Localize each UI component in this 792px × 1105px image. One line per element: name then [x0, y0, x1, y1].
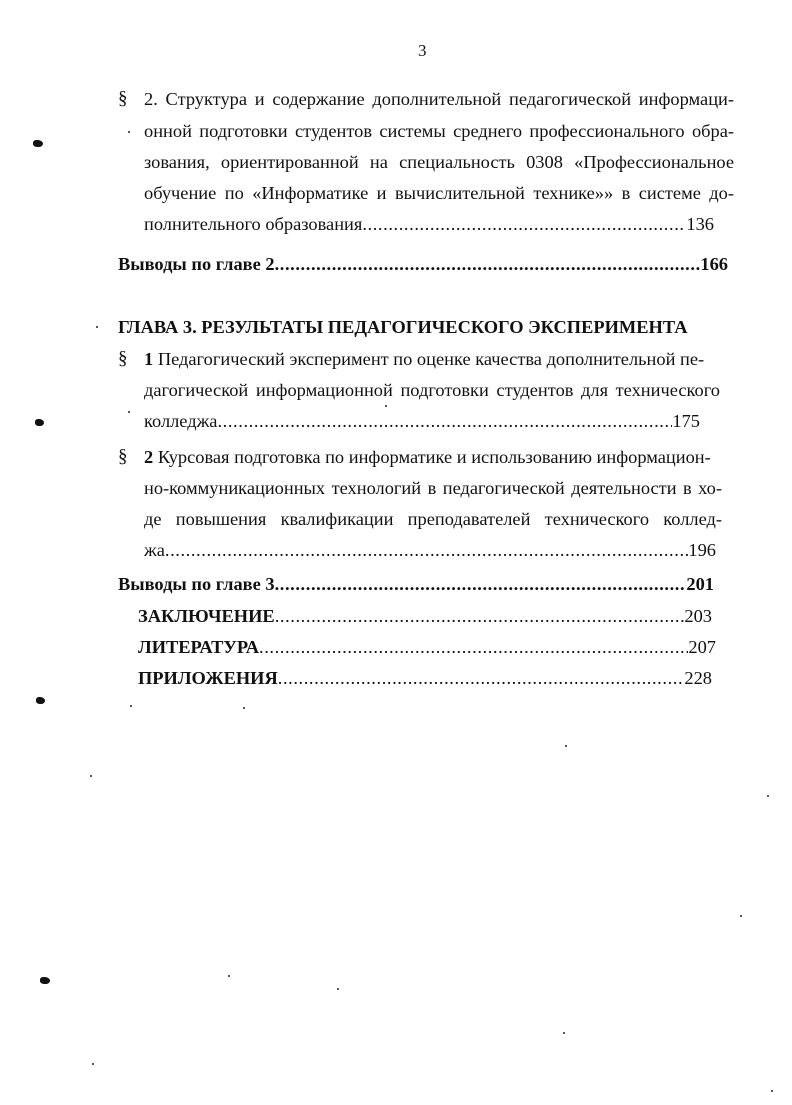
entry-text-line: де повышения квалификации преподавателей технического коллед-: [144, 509, 722, 529]
entry-text-line: колледжа: [144, 411, 218, 431]
entry-label: ПРИЛОЖЕНИЯ: [138, 668, 278, 688]
entry-page: 203: [684, 606, 712, 626]
toc-entry-appendices: [138, 667, 712, 689]
dot-leader: [165, 539, 689, 561]
toc-entry-literature: [138, 636, 716, 658]
entry-page: 196: [688, 540, 716, 560]
toc-leader-row: [144, 410, 700, 432]
section-number: 1: [144, 349, 154, 369]
scan-blot: [36, 697, 45, 704]
dot-leader: [275, 253, 701, 275]
scan-speck: [92, 1063, 94, 1065]
entry-text-line: 2. Структура и содержание дополнительной педагогической информаци-: [144, 89, 734, 109]
scan-speck: [771, 1090, 773, 1092]
scan-speck: [385, 405, 387, 407]
scan-speck: [565, 745, 567, 747]
section-mark: §: [118, 88, 128, 109]
entry-text-line: зования, ориентированной на специальность 0308 «Профессиональное: [144, 152, 734, 172]
toc-entry-ch2-conclusions: [118, 253, 728, 275]
entry-label: Выводы по главе 2: [118, 254, 275, 274]
dot-leader: [275, 573, 687, 595]
dot-leader: [259, 636, 688, 658]
entry-text-line: но-коммуникационных технологий в педагогической деятельности в хо-: [144, 478, 722, 498]
entry-text-line: онной подготовки студентов системы среднего профессионального обра-: [144, 121, 734, 141]
dot-leader: [275, 605, 685, 627]
entry-label: Выводы по главе 3: [118, 574, 275, 594]
entry-text-line: жа: [144, 540, 165, 560]
scan-speck: [128, 411, 130, 413]
entry-label: ЗАКЛЮЧЕНИЕ: [138, 606, 275, 626]
entry-page: 207: [688, 637, 716, 657]
scan-speck: [130, 705, 132, 707]
entry-title: Курсовая подготовка по информатике и использованию информацион-: [157, 447, 711, 467]
entry-page: 175: [672, 411, 700, 431]
dot-leader: [362, 213, 686, 235]
scan-speck: [563, 1032, 565, 1034]
dot-leader: [217, 410, 672, 432]
scan-speck: [337, 988, 339, 990]
toc-leader-row: [144, 213, 714, 235]
section-mark: §: [118, 348, 128, 369]
toc-leader-row: [144, 539, 716, 561]
section-mark: §: [118, 446, 128, 467]
page-number: 3: [418, 41, 427, 60]
scan-blot: [35, 419, 44, 426]
scan-blot: [33, 140, 43, 147]
entry-text-line: [144, 348, 704, 370]
scan-speck: [90, 775, 92, 777]
scan-speck: [96, 326, 98, 328]
entry-text-line: [144, 446, 711, 468]
scan-speck: [228, 975, 230, 977]
entry-text-line: полнительного образования: [144, 214, 363, 234]
scan-speck: [243, 707, 245, 709]
scan-blot: [40, 977, 50, 984]
scan-speck: [128, 131, 130, 133]
entry-page: 166: [700, 254, 728, 274]
entry-page: 201: [686, 574, 714, 594]
entry-title: Педагогический эксперимент по оценке качества дополнительной пе-: [157, 349, 705, 369]
chapter-heading: ГЛАВА 3. РЕЗУЛЬТАТЫ ПЕДАГОГИЧЕСКОГО ЭКСПЕРИМЕНТА: [118, 317, 688, 337]
scan-speck: [767, 795, 769, 797]
scan-speck: [740, 915, 742, 917]
entry-label: ЛИТЕРАТУРА: [138, 637, 260, 657]
dot-leader: [278, 667, 685, 689]
section-number: 2: [144, 447, 154, 467]
entry-text-line: обучение по «Информатике и вычислительной технике»» в системе до-: [144, 183, 734, 203]
toc-entry-conclusion: [138, 605, 712, 627]
toc-entry-ch3-conclusions: [118, 573, 714, 595]
entry-text-line: дагогической информационной подготовки студентов для технического: [144, 380, 720, 400]
entry-page: 136: [686, 214, 714, 234]
entry-page: 228: [684, 668, 712, 688]
